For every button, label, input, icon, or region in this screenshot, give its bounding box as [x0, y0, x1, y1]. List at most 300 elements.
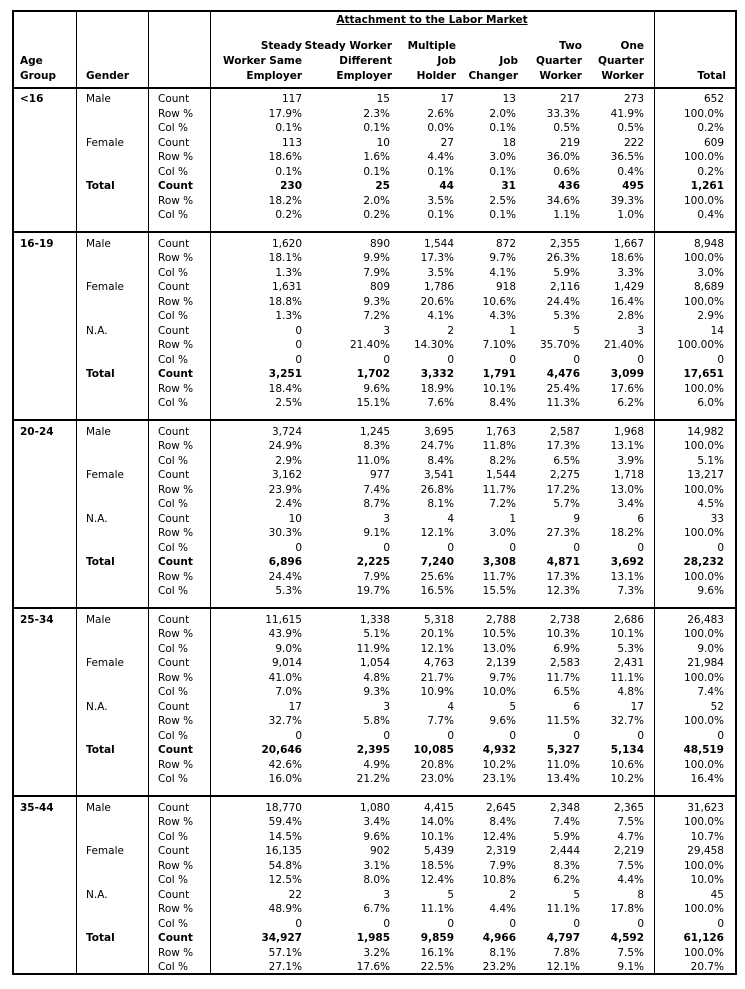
- super-header: Attachment to the Labor Market: [336, 14, 528, 26]
- stat-label: Col %: [158, 773, 188, 785]
- table-cell: 11.7%: [546, 671, 580, 684]
- table-cell: 11.1%: [610, 671, 644, 684]
- table-cell: 2,587: [549, 425, 580, 438]
- table-cell: 17: [440, 93, 454, 105]
- table-cell: 3,541: [423, 469, 454, 481]
- table-cell: 100.0%: [683, 151, 724, 163]
- stat-label: Row %: [158, 715, 194, 727]
- gender-label: Female: [86, 657, 124, 669]
- table-cell: 33: [710, 512, 724, 525]
- table-cell: 1,718: [613, 469, 644, 481]
- table-cell: 2,738: [549, 613, 580, 626]
- table-cell: 36.0%: [546, 151, 580, 163]
- table-cell: 3.0%: [489, 527, 516, 539]
- table-cell: 1,054: [359, 657, 390, 669]
- table-cell: 18.2%: [610, 527, 644, 539]
- table-cell: 230: [280, 180, 302, 192]
- table-cell: 2,788: [485, 613, 516, 626]
- table-cell: 7.0%: [275, 686, 302, 698]
- table-cell: 22.5%: [420, 961, 454, 973]
- table-cell: 0.4%: [697, 209, 724, 221]
- table-cell: 9.1%: [617, 961, 644, 973]
- table-cell: 0: [383, 729, 390, 742]
- table-cell: 4.9%: [363, 758, 390, 771]
- table-cell: 0: [383, 541, 390, 554]
- stat-label: Row %: [158, 628, 194, 640]
- stat-label: Row %: [158, 946, 194, 959]
- table-cell: 8.1%: [489, 946, 516, 959]
- table-cell: 0.2%: [363, 209, 390, 221]
- table-cell: 14.0%: [420, 816, 454, 828]
- table-cell: 0: [509, 917, 516, 930]
- table-cell: 6.5%: [553, 454, 580, 467]
- table-cell: 918: [495, 281, 516, 293]
- table-cell: 20.8%: [420, 758, 454, 771]
- table-cell: 3.0%: [489, 151, 516, 163]
- table-cell: 11.7%: [482, 570, 516, 583]
- table-cell: 0: [573, 729, 580, 742]
- table-cell: 12.4%: [482, 830, 516, 843]
- table-cell: 5,134: [610, 744, 644, 756]
- table-cell: 13.1%: [610, 440, 644, 452]
- table-cell: 0: [295, 729, 302, 742]
- group-divider: [14, 607, 735, 609]
- column-header-total: [656, 36, 726, 84]
- table-cell: 0: [637, 353, 644, 366]
- stat-label: Col %: [158, 917, 188, 930]
- table-cell: 17.3%: [546, 570, 580, 583]
- stat-label: Col %: [158, 585, 188, 597]
- table-cell: 3,695: [423, 425, 454, 438]
- table-cell: 3: [383, 512, 390, 525]
- table-cell: 17,651: [683, 368, 724, 380]
- column-header-gender: [86, 36, 146, 84]
- table-cell: 0: [383, 917, 390, 930]
- table-cell: 0.6%: [553, 165, 580, 178]
- table-cell: 1,667: [613, 237, 644, 250]
- table-cell: 1,429: [613, 281, 644, 293]
- table-cell: 21.40%: [349, 339, 390, 351]
- stat-label: Row %: [158, 859, 194, 872]
- table-cell: 10.9%: [420, 686, 454, 698]
- table-cell: 2,116: [549, 281, 580, 293]
- table-cell: 2,219: [613, 845, 644, 857]
- table-cell: 1.3%: [275, 266, 302, 279]
- table-cell: 0: [447, 541, 454, 554]
- table-cell: 14.30%: [413, 339, 454, 351]
- table-cell: 1.3%: [275, 310, 302, 322]
- table-cell: 6.2%: [617, 397, 644, 409]
- table-cell: 4: [447, 512, 454, 525]
- table-cell: 100.0%: [683, 946, 724, 959]
- table-cell: 0.5%: [553, 122, 580, 134]
- column-header-line: One: [620, 40, 644, 52]
- table-cell: 9,014: [271, 657, 302, 669]
- table-cell: 10.7%: [690, 830, 724, 843]
- column-header-line: Multiple: [407, 40, 456, 52]
- table-cell: 2,444: [549, 845, 580, 857]
- table-cell: 2,583: [549, 657, 580, 669]
- table-cell: 100.0%: [683, 715, 724, 727]
- table-cell: 9.7%: [489, 252, 516, 264]
- table-cell: 9.6%: [363, 382, 390, 395]
- stat-label: Row %: [158, 527, 194, 539]
- table-cell: 7.9%: [363, 570, 390, 583]
- table-cell: 14,982: [687, 425, 724, 438]
- table-cell: 0: [509, 541, 516, 554]
- table-cell: 16.4%: [610, 295, 644, 308]
- stat-label: Col %: [158, 541, 188, 554]
- table-cell: 6.9%: [553, 642, 580, 655]
- table-cell: 31: [501, 180, 516, 192]
- table-cell: 16.1%: [420, 946, 454, 959]
- stat-label: Count: [158, 744, 193, 756]
- table-cell: 26,483: [687, 613, 724, 626]
- table-cell: 219: [559, 136, 580, 149]
- table-cell: 100.0%: [683, 483, 724, 496]
- stat-label: Count: [158, 801, 190, 814]
- table-cell: 4,763: [423, 657, 454, 669]
- table-cell: 1,080: [359, 801, 390, 814]
- table-cell: 11.0%: [546, 758, 580, 771]
- stat-label: Col %: [158, 642, 188, 655]
- table-cell: 10.8%: [482, 874, 516, 886]
- table-cell: 0.1%: [489, 165, 516, 178]
- table-cell: 23.0%: [420, 773, 454, 785]
- table-cell: 7.9%: [363, 266, 390, 279]
- table-cell: 10.5%: [482, 628, 516, 640]
- table-cell: 2.8%: [617, 310, 644, 322]
- table-cell: 12.1%: [420, 642, 454, 655]
- age-group-label: <16: [20, 93, 44, 105]
- table-cell: 18.1%: [268, 252, 302, 264]
- table-cell: 12.5%: [268, 874, 302, 886]
- table-cell: 24.4%: [268, 570, 302, 583]
- stat-label: Row %: [158, 816, 194, 828]
- table-cell: 48.9%: [268, 903, 302, 915]
- table-cell: 19.7%: [356, 585, 390, 597]
- table-cell: 43.9%: [268, 628, 302, 640]
- table-cell: 24.9%: [268, 440, 302, 452]
- table-cell: 1,968: [613, 425, 644, 438]
- table-cell: 13,217: [687, 469, 724, 481]
- table-cell: 17.6%: [356, 961, 390, 973]
- stat-label: Col %: [158, 961, 188, 973]
- table-cell: 652: [703, 93, 724, 105]
- table-cell: 11.5%: [546, 715, 580, 727]
- table-cell: 2,275: [549, 469, 580, 481]
- table-cell: 0.0%: [427, 122, 454, 134]
- table-cell: 100.0%: [683, 903, 724, 915]
- table-cell: 4.8%: [617, 686, 644, 698]
- table-cell: 7.9%: [489, 859, 516, 872]
- table-cell: 18.6%: [610, 252, 644, 264]
- table-cell: 1,620: [271, 237, 302, 250]
- column-header-line: Worker: [539, 70, 582, 82]
- column-header-age: [20, 36, 74, 84]
- table-cell: 6,896: [268, 556, 302, 568]
- table-cell: 44: [439, 180, 454, 192]
- table-cell: 9.7%: [489, 671, 516, 684]
- table-cell: 0.2%: [697, 122, 724, 134]
- table-cell: 1,338: [359, 613, 390, 626]
- table-cell: 21.2%: [356, 773, 390, 785]
- table-cell: 17.3%: [420, 252, 454, 264]
- table-cell: 0: [447, 917, 454, 930]
- table-cell: 3,308: [482, 556, 516, 568]
- table-cell: 21,984: [687, 657, 724, 669]
- table-cell: 12.1%: [420, 527, 454, 539]
- table-cell: 4.4%: [489, 903, 516, 915]
- table-cell: 5.9%: [553, 266, 580, 279]
- table-cell: 3.0%: [697, 266, 724, 279]
- table-cell: 18,770: [265, 801, 302, 814]
- stat-label: Col %: [158, 729, 188, 742]
- table-cell: 9.6%: [489, 715, 516, 727]
- table-cell: 3.3%: [617, 266, 644, 279]
- table-cell: 977: [369, 469, 390, 481]
- table-cell: 10.6%: [482, 295, 516, 308]
- column-header-line: Two: [559, 40, 582, 52]
- table-cell: 2,319: [485, 845, 516, 857]
- stat-label: Count: [158, 469, 190, 481]
- table-cell: 2,139: [485, 657, 516, 669]
- table-cell: 8.4%: [489, 816, 516, 828]
- table-cell: 41.9%: [610, 107, 644, 120]
- table-cell: 28,232: [683, 556, 724, 568]
- table-cell: 1.1%: [553, 209, 580, 221]
- table-cell: 100.0%: [683, 527, 724, 539]
- table-cell: 6.7%: [363, 903, 390, 915]
- table-cell: 2,355: [549, 237, 580, 250]
- stat-label: Row %: [158, 483, 194, 496]
- table-cell: 34,927: [261, 932, 302, 944]
- table-cell: 18.5%: [420, 859, 454, 872]
- table-cell: 10.2%: [482, 758, 516, 771]
- column-header-line: Worker Same: [223, 55, 302, 67]
- table-cell: 1,544: [485, 469, 516, 481]
- stat-label: Count: [158, 93, 190, 105]
- table-cell: 0: [573, 541, 580, 554]
- table-cell: 3: [383, 700, 390, 713]
- table-cell: 52: [710, 700, 724, 713]
- table-cell: 4.1%: [489, 266, 516, 279]
- gender-label: Male: [86, 425, 111, 438]
- table-cell: 15: [376, 93, 390, 105]
- table-cell: 2.9%: [275, 454, 302, 467]
- gender-label: N.A.: [86, 888, 108, 901]
- table-cell: 10.0%: [690, 874, 724, 886]
- table-cell: 0.2%: [697, 165, 724, 178]
- table-cell: 609: [703, 136, 724, 149]
- table-cell: 3.4%: [363, 816, 390, 828]
- gender-label: Total: [86, 180, 115, 192]
- table-cell: 3,251: [268, 368, 302, 380]
- table-cell: 2.9%: [697, 310, 724, 322]
- table-cell: 100.0%: [683, 252, 724, 264]
- table-cell: 7.2%: [363, 310, 390, 322]
- table-cell: 32.7%: [268, 715, 302, 727]
- table-cell: 0: [383, 353, 390, 366]
- table-cell: 100.0%: [683, 628, 724, 640]
- table-cell: 3.5%: [427, 266, 454, 279]
- table-cell: 8.0%: [363, 874, 390, 886]
- table-cell: 7.4%: [363, 483, 390, 496]
- stat-label: Count: [158, 425, 190, 438]
- table-cell: 10.6%: [610, 758, 644, 771]
- column-header-line: Job: [499, 55, 518, 67]
- table-cell: 5.1%: [697, 454, 724, 467]
- stat-label: Col %: [158, 686, 188, 698]
- table-cell: 7.7%: [427, 715, 454, 727]
- table-cell: 3,692: [610, 556, 644, 568]
- table-cell: 1: [509, 324, 516, 337]
- table-cell: 10.1%: [482, 382, 516, 395]
- table-cell: 9.6%: [363, 830, 390, 843]
- table-cell: 0.1%: [427, 165, 454, 178]
- column-header-tqw: [520, 36, 582, 84]
- table-cell: 27: [440, 136, 454, 149]
- table-cell: 4.8%: [363, 671, 390, 684]
- table-cell: 5: [447, 888, 454, 901]
- table-cell: 8.1%: [427, 498, 454, 510]
- table-cell: 9.6%: [697, 585, 724, 597]
- table-cell: 16.5%: [420, 585, 454, 597]
- table-cell: 113: [281, 136, 302, 149]
- table-cell: 59.4%: [268, 816, 302, 828]
- table-cell: 7.5%: [617, 946, 644, 959]
- stat-label: Col %: [158, 397, 188, 409]
- table-cell: 7.5%: [617, 859, 644, 872]
- table-cell: 2,348: [549, 801, 580, 814]
- table-cell: 5.3%: [553, 310, 580, 322]
- stat-label: Col %: [158, 122, 188, 134]
- column-header-line: Quarter: [598, 55, 644, 67]
- table-cell: 6.2%: [553, 874, 580, 886]
- table-cell: 0: [295, 339, 302, 351]
- table-cell: 33.3%: [546, 107, 580, 120]
- table-cell: 0: [637, 917, 644, 930]
- table-cell: 4.7%: [617, 830, 644, 843]
- age-group-label: 16-19: [20, 237, 54, 250]
- table-cell: 0: [717, 541, 724, 554]
- stat-label: Count: [158, 512, 190, 525]
- table-cell: 15.1%: [356, 397, 390, 409]
- table-cell: 100.0%: [683, 295, 724, 308]
- table-cell: 3,162: [271, 469, 302, 481]
- table-cell: 3,099: [610, 368, 644, 380]
- stat-label: Col %: [158, 209, 188, 221]
- table-cell: 3: [383, 888, 390, 901]
- stat-label: Count: [158, 932, 193, 944]
- table-cell: 4: [447, 700, 454, 713]
- table-cell: 2,225: [356, 556, 390, 568]
- table-cell: 10: [376, 136, 390, 149]
- stat-label: Row %: [158, 252, 194, 264]
- table-cell: 100.0%: [683, 570, 724, 583]
- table-cell: 6.5%: [553, 686, 580, 698]
- table-cell: 11.1%: [420, 903, 454, 915]
- column-divider-age: [76, 12, 77, 973]
- table-cell: 0.4%: [617, 165, 644, 178]
- stat-label: Row %: [158, 151, 194, 163]
- column-header-line: Job: [437, 55, 456, 67]
- table-cell: 9.3%: [363, 686, 390, 698]
- table-cell: 45: [710, 888, 724, 901]
- table-cell: 7.6%: [427, 397, 454, 409]
- table-cell: 2.5%: [489, 194, 516, 207]
- table-cell: 7.10%: [482, 339, 516, 351]
- table-cell: 495: [622, 180, 644, 192]
- table-cell: 809: [369, 281, 390, 293]
- table-cell: 3.1%: [363, 859, 390, 872]
- table-cell: 21.40%: [603, 339, 644, 351]
- column-header-line: Holder: [416, 70, 456, 82]
- column-header-line: Changer: [468, 70, 518, 82]
- table-cell: 0: [509, 353, 516, 366]
- table-cell: 27.3%: [546, 527, 580, 539]
- column-header-line: Group: [20, 70, 57, 82]
- table-cell: 12.1%: [546, 961, 580, 973]
- table-cell: 2.5%: [275, 397, 302, 409]
- table-cell: 0: [637, 729, 644, 742]
- table-cell: 34.6%: [546, 194, 580, 207]
- table-cell: 36.5%: [610, 151, 644, 163]
- table-cell: 3,332: [420, 368, 454, 380]
- table-cell: 7.8%: [553, 946, 580, 959]
- table-cell: 11.1%: [546, 903, 580, 915]
- table-cell: 890: [369, 237, 390, 250]
- table-cell: 24.7%: [420, 440, 454, 452]
- table-cell: 2.6%: [427, 107, 454, 120]
- table-cell: 5.3%: [617, 642, 644, 655]
- table-cell: 100.0%: [683, 107, 724, 120]
- table-cell: 8.4%: [489, 397, 516, 409]
- table-cell: 10.0%: [482, 686, 516, 698]
- table-cell: 3: [383, 324, 390, 337]
- table-cell: 7.4%: [697, 686, 724, 698]
- gender-label: N.A.: [86, 324, 108, 337]
- table-cell: 1,245: [359, 425, 390, 438]
- table-cell: 5.3%: [275, 585, 302, 597]
- table-cell: 20.1%: [420, 628, 454, 640]
- stat-label: Row %: [158, 382, 194, 395]
- gender-label: Total: [86, 556, 115, 568]
- table-cell: 4,415: [423, 801, 454, 814]
- stat-label: Row %: [158, 758, 194, 771]
- age-group-label: 35-44: [20, 801, 54, 814]
- table-cell: 2,431: [613, 657, 644, 669]
- table-cell: 22: [288, 888, 302, 901]
- column-header-jc: [458, 36, 518, 84]
- table-cell: 11.3%: [546, 397, 580, 409]
- table-cell: 1,985: [356, 932, 390, 944]
- table-cell: 5: [509, 700, 516, 713]
- table-cell: 48,519: [683, 744, 724, 756]
- table-cell: 42.6%: [268, 758, 302, 771]
- table-cell: 4,932: [482, 744, 516, 756]
- table-cell: 4,871: [546, 556, 580, 568]
- stat-label: Col %: [158, 266, 188, 279]
- table-cell: 217: [559, 93, 580, 105]
- table-cell: 872: [495, 237, 516, 250]
- stat-label: Row %: [158, 107, 194, 120]
- table-cell: 25: [375, 180, 390, 192]
- table-cell: 222: [623, 136, 644, 149]
- table-cell: 13.1%: [610, 570, 644, 583]
- table-cell: 0: [573, 353, 580, 366]
- table-cell: 10: [288, 512, 302, 525]
